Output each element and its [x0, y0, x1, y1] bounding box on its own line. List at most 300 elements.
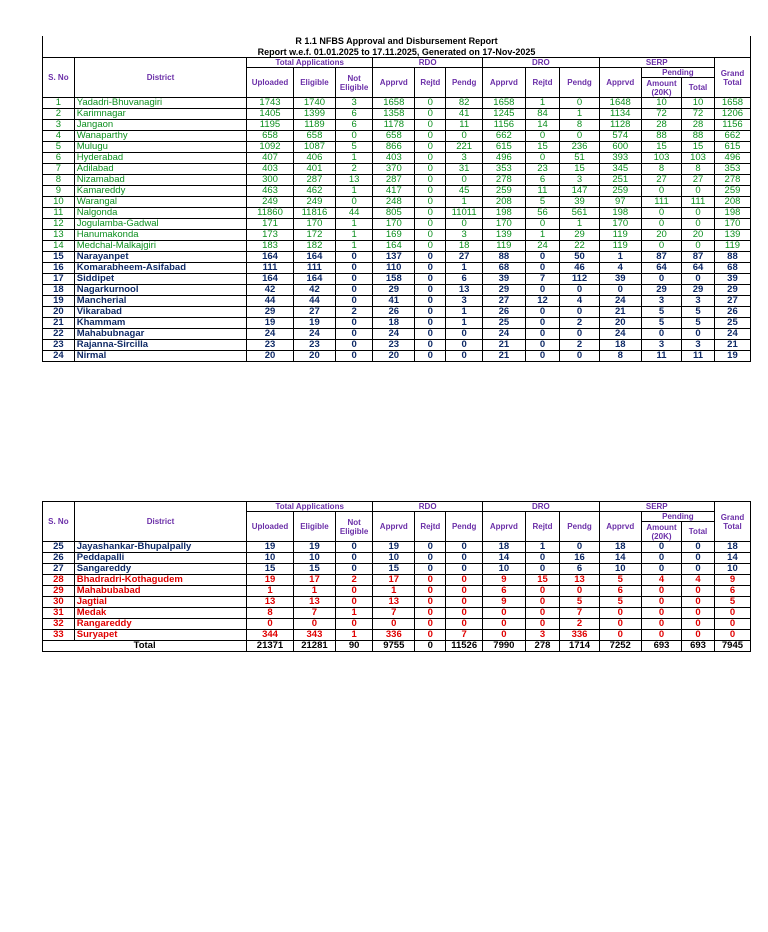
- cell-district: Nirmal: [74, 351, 246, 362]
- cell-uploaded: 658: [247, 131, 294, 142]
- cell-uploaded: 171: [247, 219, 294, 230]
- cell-rdo-pendg: 11: [446, 120, 483, 131]
- cell-rdo-rejtd: 0: [415, 175, 446, 186]
- col-district-header: District: [74, 502, 246, 542]
- cell-serp-total: 103: [682, 153, 715, 164]
- cell-dro-rejtd: 0: [525, 318, 560, 329]
- cell-rdo-rejtd: 0: [415, 608, 446, 619]
- group-serp-pending-header: Pending: [641, 512, 714, 522]
- cell-rdo-apprvd: 29: [373, 285, 415, 296]
- cell-sno: 29: [43, 586, 75, 597]
- cell-serp-amount: 27: [641, 175, 681, 186]
- cell-rdo-apprvd: 336: [373, 630, 415, 641]
- cell-serp-apprvd: 393: [599, 153, 641, 164]
- cell-uploaded: 20: [247, 351, 294, 362]
- cell-serp-amount: 0: [641, 586, 681, 597]
- cell-district: Medak: [74, 608, 246, 619]
- cell-district: Hanumakonda: [74, 230, 246, 241]
- cell-district: Bhadradri-Kothagudem: [74, 575, 246, 586]
- col-serp-apprvd-header: Apprvd: [599, 512, 641, 542]
- cell-rdo-apprvd: 805: [373, 208, 415, 219]
- cell-serp-total: 20: [682, 230, 715, 241]
- cell-rdo-pendg: 3: [446, 153, 483, 164]
- cell-district: Nagarkurnool: [74, 285, 246, 296]
- cell-not-eligible: 90: [336, 641, 373, 652]
- table-row: [43, 186, 751, 197]
- cell-dro-pendg: 51: [560, 153, 599, 164]
- cell-rdo-pendg: 0: [446, 340, 483, 351]
- cell-eligible: 23: [293, 340, 335, 351]
- col-dro-pendg-header: Pendg: [560, 68, 599, 98]
- cell-serp-apprvd: 20: [599, 318, 641, 329]
- cell-rdo-apprvd: 1178: [373, 120, 415, 131]
- col-rdo-rejtd-header: Rejtd: [415, 512, 446, 542]
- col-eligible-header: Eligible: [293, 512, 335, 542]
- cell-serp-apprvd: 198: [599, 208, 641, 219]
- cell-dro-apprvd: 208: [483, 197, 525, 208]
- cell-not-eligible: 13: [336, 175, 373, 186]
- cell-dro-apprvd: 24: [483, 329, 525, 340]
- cell-not-eligible: 0: [336, 553, 373, 564]
- cell-dro-pendg: 0: [560, 285, 599, 296]
- cell-rdo-apprvd: 866: [373, 142, 415, 153]
- cell-not-eligible: 44: [336, 208, 373, 219]
- cell-not-eligible: 0: [336, 197, 373, 208]
- cell-serp-total: 0: [682, 630, 715, 641]
- cell-eligible: 10: [293, 553, 335, 564]
- cell-rdo-apprvd: 170: [373, 219, 415, 230]
- cell-not-eligible: 0: [336, 619, 373, 630]
- cell-dro-pendg: 1: [560, 109, 599, 120]
- cell-dro-apprvd: 25: [483, 318, 525, 329]
- cell-serp-amount: 693: [641, 641, 681, 652]
- cell-rdo-rejtd: 0: [415, 329, 446, 340]
- cell-uploaded: 344: [247, 630, 294, 641]
- cell-not-eligible: 0: [336, 131, 373, 142]
- cell-sno: 1: [43, 98, 75, 109]
- cell-district: Sangareddy: [74, 564, 246, 575]
- cell-grand-total: 1658: [714, 98, 750, 109]
- cell-uploaded: 407: [247, 153, 294, 164]
- cell-rdo-rejtd: 0: [415, 597, 446, 608]
- col-serp-total-header: Total: [682, 78, 715, 98]
- cell-sno: 7: [43, 164, 75, 175]
- table-row: [43, 586, 751, 597]
- cell-serp-apprvd: 39: [599, 274, 641, 285]
- cell-uploaded: 29: [247, 307, 294, 318]
- cell-eligible: 170: [293, 219, 335, 230]
- cell-rdo-rejtd: 0: [415, 131, 446, 142]
- cell-dro-rejtd: 0: [525, 285, 560, 296]
- cell-not-eligible: 2: [336, 307, 373, 318]
- cell-serp-total: 87: [682, 252, 715, 263]
- cell-dro-apprvd: 14: [483, 553, 525, 564]
- cell-rdo-pendg: 0: [446, 351, 483, 362]
- cell-uploaded: 249: [247, 197, 294, 208]
- table-row: [43, 98, 751, 109]
- cell-dro-apprvd: 198: [483, 208, 525, 219]
- cell-rdo-pendg: 11526: [446, 641, 483, 652]
- cell-rdo-apprvd: 287: [373, 175, 415, 186]
- cell-dro-pendg: 0: [560, 329, 599, 340]
- cell-eligible: 0: [293, 619, 335, 630]
- cell-serp-amount: 8: [641, 164, 681, 175]
- cell-grand-total: 1156: [714, 120, 750, 131]
- cell-grand-total: 29: [714, 285, 750, 296]
- cell-rdo-pendg: 0: [446, 131, 483, 142]
- cell-sno: 6: [43, 153, 75, 164]
- cell-dro-pendg: 0: [560, 542, 599, 553]
- cell-dro-pendg: 4: [560, 296, 599, 307]
- col-dro-apprvd-header: Apprvd: [483, 68, 525, 98]
- cell-dro-rejtd: 0: [525, 586, 560, 597]
- cell-dro-pendg: 112: [560, 274, 599, 285]
- left-page-border: [42, 36, 43, 58]
- cell-eligible: 1399: [293, 109, 335, 120]
- cell-rdo-apprvd: 23: [373, 340, 415, 351]
- cell-dro-apprvd: 259: [483, 186, 525, 197]
- cell-serp-apprvd: 345: [599, 164, 641, 175]
- cell-dro-pendg: 16: [560, 553, 599, 564]
- cell-dro-apprvd: 615: [483, 142, 525, 153]
- cell-rdo-pendg: 0: [446, 219, 483, 230]
- cell-sno: 27: [43, 564, 75, 575]
- cell-rdo-apprvd: 0: [373, 619, 415, 630]
- cell-district: Hyderabad: [74, 153, 246, 164]
- cell-sno: 2: [43, 109, 75, 120]
- cell-serp-amount: 0: [641, 597, 681, 608]
- cell-eligible: 406: [293, 153, 335, 164]
- cell-grand-total: 353: [714, 164, 750, 175]
- cell-dro-apprvd: 6: [483, 586, 525, 597]
- table-row: [43, 608, 751, 619]
- col-grand-total-header: Grand Total: [714, 58, 750, 98]
- cell-grand-total: 7945: [714, 641, 750, 652]
- table-row: [43, 597, 751, 608]
- cell-district: Rangareddy: [74, 619, 246, 630]
- cell-dro-pendg: 0: [560, 351, 599, 362]
- cell-dro-rejtd: 3: [525, 630, 560, 641]
- table-row: [43, 274, 751, 285]
- cell-serp-apprvd: 4: [599, 263, 641, 274]
- cell-grand-total: 208: [714, 197, 750, 208]
- cell-rdo-apprvd: 169: [373, 230, 415, 241]
- cell-uploaded: 1743: [247, 98, 294, 109]
- cell-dro-rejtd: 0: [525, 564, 560, 575]
- right-page-border: [750, 36, 751, 58]
- cell-serp-amount: 0: [641, 329, 681, 340]
- cell-dro-rejtd: 0: [525, 619, 560, 630]
- cell-serp-amount: 0: [641, 630, 681, 641]
- cell-not-eligible: 0: [336, 318, 373, 329]
- cell-dro-apprvd: 68: [483, 263, 525, 274]
- cell-dro-rejtd: 15: [525, 575, 560, 586]
- cell-not-eligible: 0: [336, 296, 373, 307]
- cell-rdo-apprvd: 248: [373, 197, 415, 208]
- cell-dro-rejtd: 0: [525, 307, 560, 318]
- table-row: [43, 219, 751, 230]
- cell-dro-pendg: 147: [560, 186, 599, 197]
- col-eligible-header: Eligible: [293, 68, 335, 98]
- cell-dro-pendg: 0: [560, 98, 599, 109]
- cell-rdo-rejtd: 0: [415, 340, 446, 351]
- col-not-eligible-header: Not Eligible: [336, 68, 373, 98]
- cell-not-eligible: 0: [336, 542, 373, 553]
- cell-dro-rejtd: 24: [525, 241, 560, 252]
- cell-serp-total: 11: [682, 351, 715, 362]
- cell-serp-total: 10: [682, 98, 715, 109]
- cell-rdo-apprvd: 417: [373, 186, 415, 197]
- cell-district: Nalgonda: [74, 208, 246, 219]
- cell-rdo-apprvd: 17: [373, 575, 415, 586]
- cell-rdo-pendg: 0: [446, 564, 483, 575]
- cell-serp-apprvd: 21: [599, 307, 641, 318]
- cell-dro-rejtd: 5: [525, 197, 560, 208]
- cell-dro-pendg: 0: [560, 131, 599, 142]
- cell-dro-rejtd: 0: [525, 219, 560, 230]
- cell-district: Jagtial: [74, 597, 246, 608]
- cell-rdo-rejtd: 0: [415, 142, 446, 153]
- cell-uploaded: 8: [247, 608, 294, 619]
- cell-not-eligible: 0: [336, 586, 373, 597]
- cell-sno: 33: [43, 630, 75, 641]
- cell-serp-total: 0: [682, 274, 715, 285]
- cell-sno: 30: [43, 597, 75, 608]
- cell-eligible: 42: [293, 285, 335, 296]
- cell-rdo-pendg: 1: [446, 318, 483, 329]
- cell-not-eligible: 5: [336, 142, 373, 153]
- cell-uploaded: 1195: [247, 120, 294, 131]
- cell-uploaded: 42: [247, 285, 294, 296]
- col-serp-apprvd-header: Apprvd: [599, 68, 641, 98]
- table-row: [43, 109, 751, 120]
- cell-district: Khammam: [74, 318, 246, 329]
- cell-sno: 10: [43, 197, 75, 208]
- cell-serp-amount: 4: [641, 575, 681, 586]
- cell-dro-rejtd: 0: [525, 252, 560, 263]
- cell-rdo-pendg: 221: [446, 142, 483, 153]
- cell-not-eligible: 0: [336, 285, 373, 296]
- cell-dro-apprvd: 1245: [483, 109, 525, 120]
- table-row: [43, 575, 751, 586]
- cell-district: Karimnagar: [74, 109, 246, 120]
- cell-uploaded: 1405: [247, 109, 294, 120]
- cell-rdo-rejtd: 0: [415, 296, 446, 307]
- table-row: [43, 318, 751, 329]
- group-total-applications-header: Total Applications: [247, 502, 373, 512]
- cell-eligible: 1740: [293, 98, 335, 109]
- cell-sno: 5: [43, 142, 75, 153]
- cell-grand-total: 24: [714, 329, 750, 340]
- cell-district: Jogulamba-Gadwal: [74, 219, 246, 230]
- col-not-eligible-header: Not Eligible: [336, 512, 373, 542]
- cell-dro-apprvd: 39: [483, 274, 525, 285]
- cell-sno: 19: [43, 296, 75, 307]
- cell-serp-total: 0: [682, 186, 715, 197]
- cell-uploaded: 13: [247, 597, 294, 608]
- table-row: [43, 131, 751, 142]
- cell-serp-total: 0: [682, 219, 715, 230]
- cell-grand-total: 139: [714, 230, 750, 241]
- cell-rdo-rejtd: 0: [415, 252, 446, 263]
- cell-not-eligible: 0: [336, 564, 373, 575]
- cell-not-eligible: 1: [336, 219, 373, 230]
- cell-dro-pendg: 15: [560, 164, 599, 175]
- cell-rdo-rejtd: 0: [415, 208, 446, 219]
- cell-grand-total: 14: [714, 553, 750, 564]
- cell-rdo-pendg: 1: [446, 307, 483, 318]
- cell-eligible: 19: [293, 318, 335, 329]
- cell-uploaded: 300: [247, 175, 294, 186]
- cell-serp-apprvd: 119: [599, 241, 641, 252]
- cell-serp-apprvd: 170: [599, 219, 641, 230]
- cell-sno: 21: [43, 318, 75, 329]
- cell-not-eligible: 0: [336, 329, 373, 340]
- cell-eligible: 11816: [293, 208, 335, 219]
- cell-serp-total: 88: [682, 131, 715, 142]
- cell-serp-total: 0: [682, 542, 715, 553]
- cell-rdo-pendg: 3: [446, 230, 483, 241]
- cell-rdo-pendg: 1: [446, 263, 483, 274]
- report-table-page-1: [42, 57, 751, 362]
- cell-dro-apprvd: 0: [483, 608, 525, 619]
- cell-dro-apprvd: 9: [483, 575, 525, 586]
- cell-grand-total: 496: [714, 153, 750, 164]
- cell-dro-pendg: 46: [560, 263, 599, 274]
- cell-uploaded: 111: [247, 263, 294, 274]
- cell-dro-rejtd: 0: [525, 340, 560, 351]
- cell-serp-total: 8: [682, 164, 715, 175]
- cell-rdo-pendg: 45: [446, 186, 483, 197]
- cell-dro-pendg: 2: [560, 619, 599, 630]
- cell-serp-total: 0: [682, 564, 715, 575]
- cell-dro-apprvd: 0: [483, 630, 525, 641]
- cell-serp-amount: 0: [641, 608, 681, 619]
- report-table-page-2: [42, 501, 751, 652]
- cell-serp-apprvd: 0: [599, 619, 641, 630]
- cell-rdo-rejtd: 0: [415, 307, 446, 318]
- cell-dro-apprvd: 0: [483, 619, 525, 630]
- cell-grand-total: 662: [714, 131, 750, 142]
- cell-eligible: 462: [293, 186, 335, 197]
- cell-serp-amount: 15: [641, 142, 681, 153]
- cell-grand-total: 27: [714, 296, 750, 307]
- cell-dro-pendg: 8: [560, 120, 599, 131]
- cell-serp-total: 29: [682, 285, 715, 296]
- cell-serp-total: 15: [682, 142, 715, 153]
- cell-dro-apprvd: 9: [483, 597, 525, 608]
- cell-dro-apprvd: 278: [483, 175, 525, 186]
- cell-serp-amount: 103: [641, 153, 681, 164]
- cell-rdo-pendg: 0: [446, 553, 483, 564]
- cell-not-eligible: 1: [336, 153, 373, 164]
- cell-rdo-pendg: 41: [446, 109, 483, 120]
- cell-dro-pendg: 3: [560, 175, 599, 186]
- cell-dro-pendg: 2: [560, 340, 599, 351]
- table-row: [43, 307, 751, 318]
- cell-eligible: 658: [293, 131, 335, 142]
- cell-rdo-apprvd: 9755: [373, 641, 415, 652]
- cell-uploaded: 19: [247, 318, 294, 329]
- cell-sno: 12: [43, 219, 75, 230]
- cell-uploaded: 15: [247, 564, 294, 575]
- cell-uploaded: 10: [247, 553, 294, 564]
- table-row: [43, 285, 751, 296]
- cell-rdo-rejtd: 0: [415, 230, 446, 241]
- cell-rdo-pendg: 31: [446, 164, 483, 175]
- group-rdo-header: RDO: [373, 58, 483, 68]
- cell-serp-total: 0: [682, 608, 715, 619]
- cell-sno: 31: [43, 608, 75, 619]
- cell-dro-apprvd: 29: [483, 285, 525, 296]
- col-rdo-apprvd-header: Apprvd: [373, 512, 415, 542]
- cell-serp-amount: 11: [641, 351, 681, 362]
- cell-not-eligible: 1: [336, 186, 373, 197]
- cell-not-eligible: 2: [336, 575, 373, 586]
- cell-eligible: 1: [293, 586, 335, 597]
- cell-rdo-pendg: 13: [446, 285, 483, 296]
- cell-rdo-pendg: 27: [446, 252, 483, 263]
- cell-dro-apprvd: 88: [483, 252, 525, 263]
- cell-uploaded: 44: [247, 296, 294, 307]
- cell-eligible: 15: [293, 564, 335, 575]
- col-grand-total-header: Grand Total: [714, 502, 750, 542]
- cell-dro-pendg: 50: [560, 252, 599, 263]
- cell-dro-apprvd: 139: [483, 230, 525, 241]
- total-label: Total: [43, 641, 247, 652]
- cell-dro-pendg: 5: [560, 597, 599, 608]
- cell-district: Mancherial: [74, 296, 246, 307]
- cell-sno: 25: [43, 542, 75, 553]
- cell-not-eligible: 0: [336, 597, 373, 608]
- cell-district: Suryapet: [74, 630, 246, 641]
- cell-dro-apprvd: 7990: [483, 641, 525, 652]
- cell-sno: 4: [43, 131, 75, 142]
- cell-serp-total: 4: [682, 575, 715, 586]
- group-serp-header: SERP: [599, 502, 714, 512]
- cell-serp-amount: 0: [641, 619, 681, 630]
- cell-grand-total: 170: [714, 219, 750, 230]
- cell-rdo-rejtd: 0: [415, 641, 446, 652]
- cell-serp-total: 0: [682, 586, 715, 597]
- cell-dro-pendg: 1: [560, 219, 599, 230]
- table-row: [43, 230, 751, 241]
- cell-dro-pendg: 0: [560, 307, 599, 318]
- cell-serp-amount: 5: [641, 307, 681, 318]
- cell-dro-apprvd: 21: [483, 340, 525, 351]
- cell-serp-amount: 0: [641, 241, 681, 252]
- total-row: [43, 641, 751, 652]
- cell-eligible: 21281: [293, 641, 335, 652]
- cell-serp-total: 5: [682, 318, 715, 329]
- cell-grand-total: 198: [714, 208, 750, 219]
- cell-serp-amount: 0: [641, 219, 681, 230]
- cell-serp-apprvd: 0: [599, 608, 641, 619]
- cell-rdo-pendg: 0: [446, 608, 483, 619]
- cell-eligible: 182: [293, 241, 335, 252]
- cell-dro-apprvd: 662: [483, 131, 525, 142]
- col-dro-pendg-header: Pendg: [560, 512, 599, 542]
- cell-serp-apprvd: 1: [599, 252, 641, 263]
- cell-dro-apprvd: 170: [483, 219, 525, 230]
- cell-uploaded: 19: [247, 575, 294, 586]
- cell-sno: 11: [43, 208, 75, 219]
- cell-rdo-pendg: 0: [446, 597, 483, 608]
- cell-district: Wanaparthy: [74, 131, 246, 142]
- cell-dro-rejtd: 0: [525, 153, 560, 164]
- col-rdo-rejtd-header: Rejtd: [415, 68, 446, 98]
- cell-serp-apprvd: 1648: [599, 98, 641, 109]
